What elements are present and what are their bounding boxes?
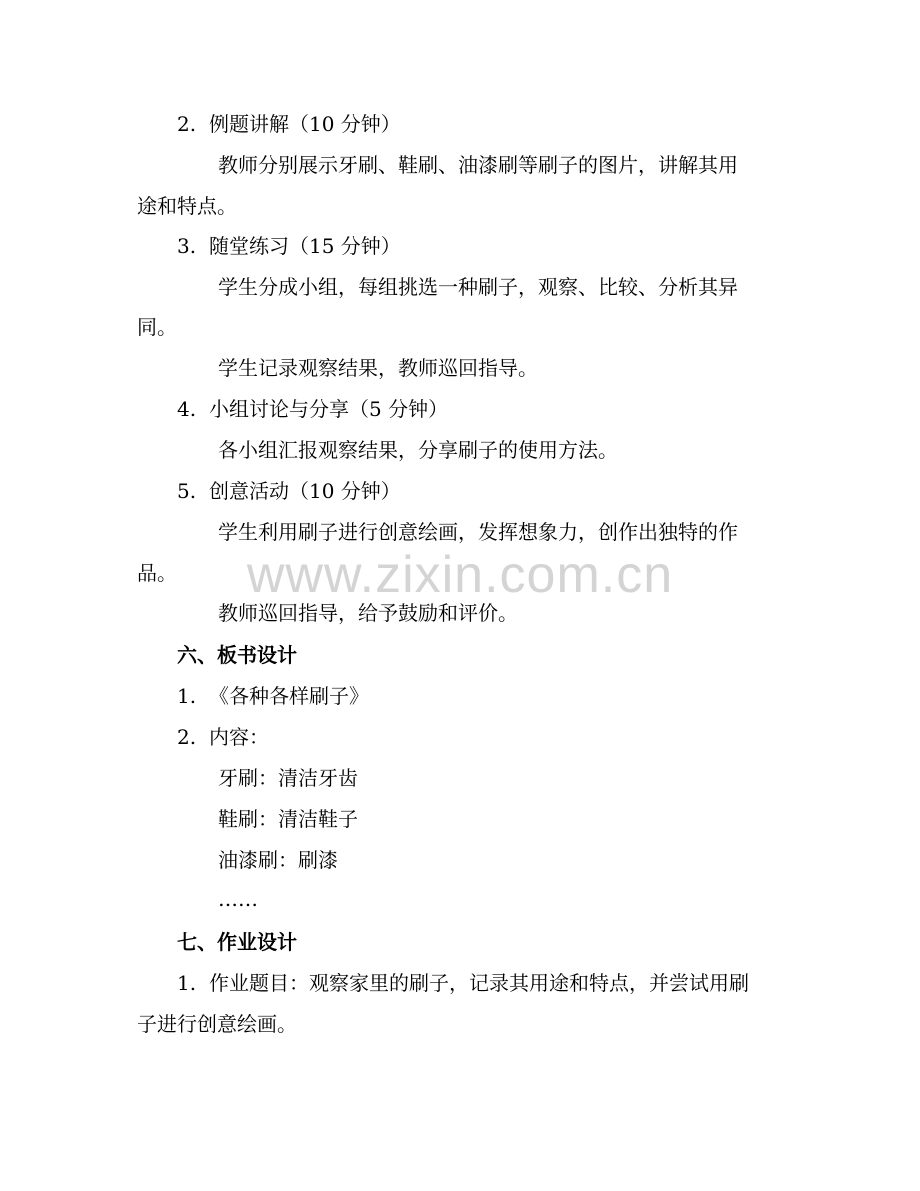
- list-item-5: [177, 477, 827, 505]
- list-item-4: [177, 395, 827, 423]
- paragraph: 学生利用刷子进行创意绘画，发挥想象力，创作出独特的作: [218, 520, 738, 544]
- list-item-1: [177, 682, 827, 710]
- section-heading-7: 七、作业设计: [177, 930, 297, 954]
- section-heading-6: 六、板书设计: [177, 643, 297, 667]
- list-title: 《各种各样刷子》: [209, 684, 369, 708]
- watermark: www.zixin.com.cn: [246, 546, 674, 604]
- paragraph-continuation: 子进行创意绘画。: [137, 1012, 297, 1036]
- paragraph-continuation: 品。: [137, 561, 177, 585]
- list-title: 创意活动（10 分钟）: [209, 479, 401, 503]
- list-number: 1.: [177, 971, 197, 995]
- content-line: 油漆刷：刷漆: [218, 848, 338, 872]
- list-title: 随堂练习（15 分钟）: [209, 234, 401, 258]
- list-title: 例题讲解（10 分钟）: [209, 112, 401, 136]
- paragraph-continuation: 途和特点。: [137, 194, 237, 218]
- list-title: 内容：: [209, 725, 269, 749]
- list-number: 4.: [177, 397, 197, 421]
- list-number: 5.: [177, 479, 197, 503]
- paragraph: 各小组汇报观察结果，分享刷子的使用方法。: [218, 438, 618, 462]
- list-number: 2.: [177, 112, 197, 136]
- content-line: 鞋刷：清洁鞋子: [218, 807, 358, 831]
- paragraph: 学生记录观察结果，教师巡回指导。: [218, 356, 538, 380]
- list-title: 小组讨论与分享（5 分钟）: [209, 397, 449, 421]
- list-title: 作业题目：观察家里的刷子，记录其用途和特点，并尝试用刷: [209, 971, 749, 995]
- paragraph: 教师巡回指导，给予鼓励和评价。: [218, 601, 518, 625]
- list-item-3: [177, 232, 827, 260]
- content-line: 牙刷：清洁牙齿: [218, 766, 358, 790]
- content-ellipsis: ……: [218, 887, 258, 911]
- list-number: 3.: [177, 234, 197, 258]
- list-item-1: [177, 969, 827, 997]
- list-item-2: [177, 723, 827, 751]
- paragraph: 教师分别展示牙刷、鞋刷、油漆刷等刷子的图片，讲解其用: [218, 153, 738, 177]
- list-item-2: [177, 110, 827, 138]
- list-number: 2.: [177, 725, 197, 749]
- paragraph: 学生分成小组，每组挑选一种刷子，观察、比较、分析其异: [218, 275, 738, 299]
- paragraph-continuation: 同。: [137, 315, 177, 339]
- list-number: 1.: [177, 684, 197, 708]
